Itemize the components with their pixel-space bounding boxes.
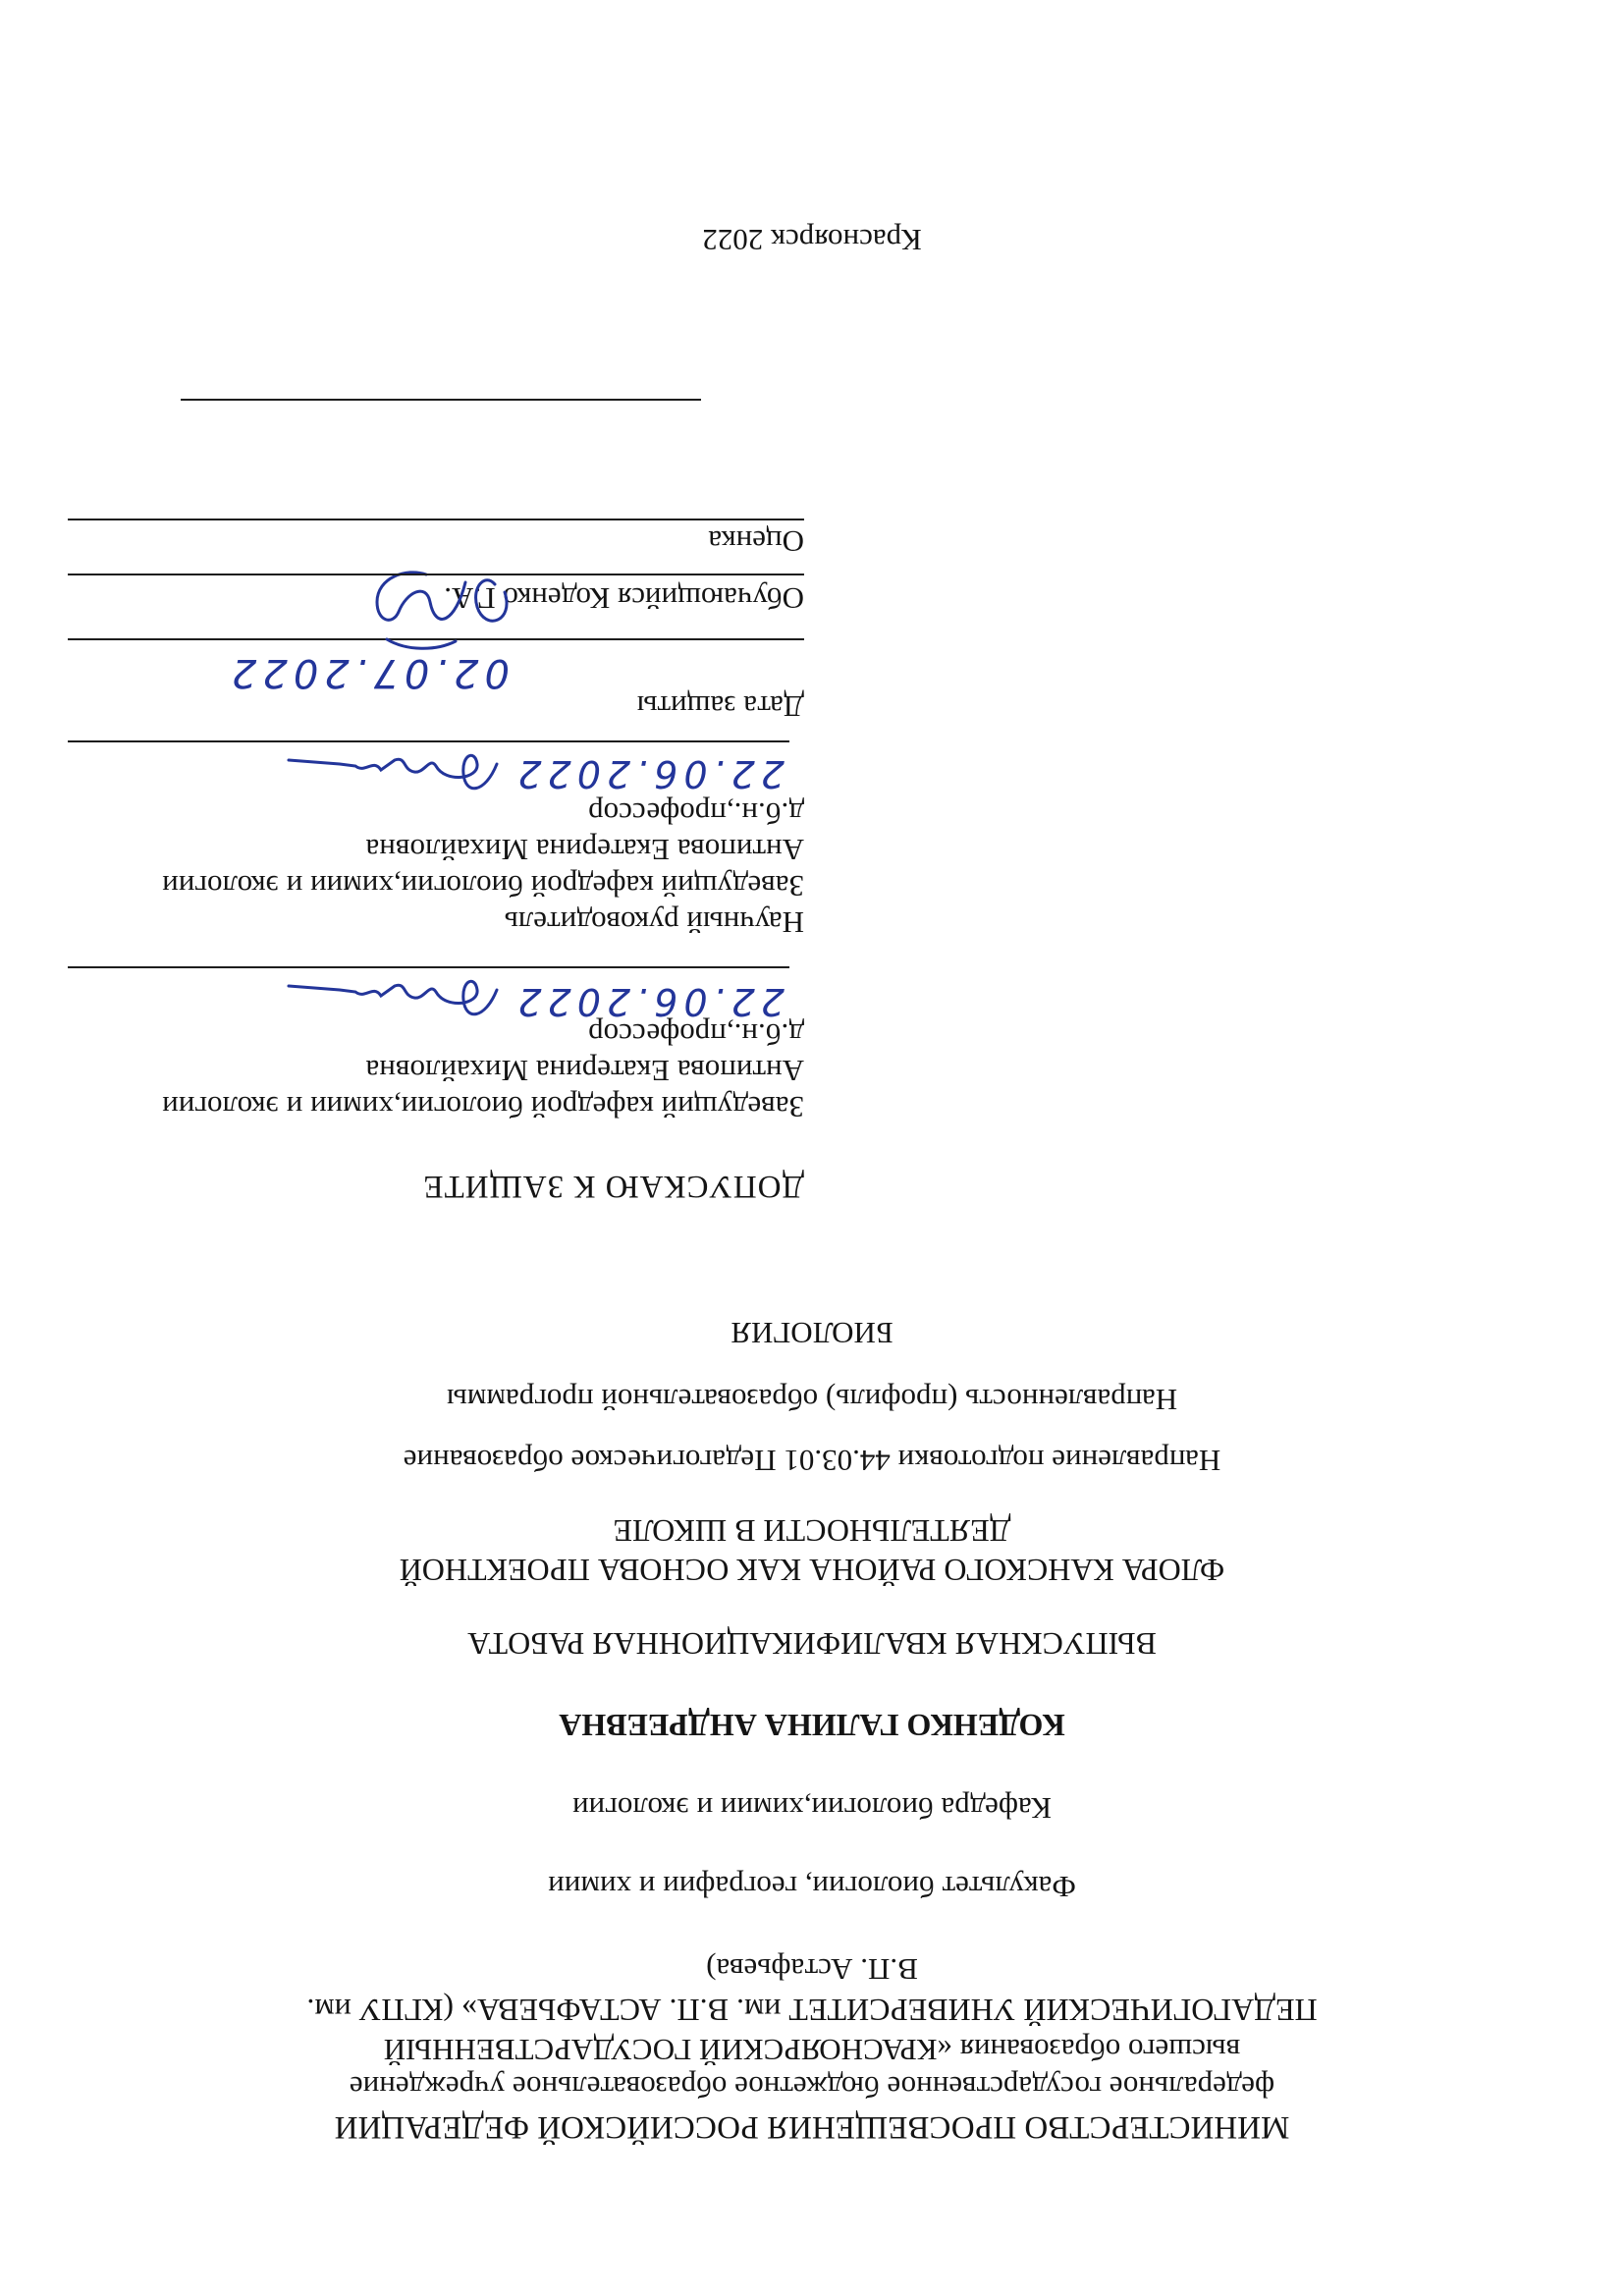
institution-type-line-1: федеральное государственное бюджетное образовательное учреждение (349, 2070, 1275, 2105)
institution-type-line-2: высшего образования «КРАСНОЯРСКИЙ ГОСУДАРСТВЕННЫЙ (383, 2033, 1241, 2067)
supervisor-name: Антипова Екатерина Михайловна (365, 833, 804, 867)
signature-mark (279, 960, 505, 1029)
approval-head-position: Заведущий кафедрой биологии,химии и экологии (162, 1090, 804, 1124)
institution-name-line-1: ПЕДАГОГИЧЕСКИЙ УНИВЕРСИТЕТ им. В.П. АСТАФЬЕВА» (КГПУ им. (306, 1993, 1318, 2028)
work-type: ВЫПУСКНАЯ КВАЛИФИКАЦИОННАЯ РАБОТА (467, 1626, 1157, 1662)
supervisor-date-handwritten: 22.06.2022 (512, 752, 785, 795)
supervisor-degree: д.б.н.,профессор (588, 796, 804, 831)
topic-line-1: ФЛОРА КАНСКОГО РАЙОНА КАК ОСНОВА ПРОЕКТНОЙ (399, 1553, 1225, 1588)
supervisor-signature-line (68, 740, 789, 742)
approval-head-name: Антипова Екатерина Михайловна (365, 1054, 804, 1088)
approval-date-handwritten: 22.06.2022 (512, 980, 785, 1023)
grade-line (68, 519, 804, 520)
defense-label: Дата защиты (636, 689, 804, 724)
grade-underline (181, 399, 701, 401)
signature-mark (279, 735, 505, 803)
student-label: Обучающийся Коденко Г.А. (444, 581, 804, 616)
approval-signature-line (68, 966, 789, 968)
department-line: Кафедра биологии,химии и экологии (571, 1791, 1053, 1826)
city-year: Красноярск 2022 (702, 223, 922, 257)
ministry-text: МИНИСТЕРСТВО ПРОСВЕЩЕНИЯ РОССИЙСКОЙ ФЕДЕРАЦИИ (334, 2109, 1290, 2145)
author-name: КОДЕНКО ГАЛИНА АНДРЕЕВНА (559, 1708, 1065, 1743)
institution-name-line-2: В.П. Астафьева) (706, 1952, 918, 1987)
ministry-line (0, 2108, 1624, 2147)
grade-label: Оценка (708, 524, 804, 559)
supervisor-label: Научный руководитель (504, 905, 804, 940)
student-signature-line (68, 574, 804, 575)
approval-head-degree: д.б.н.,профессор (588, 1017, 804, 1052)
profile-value: БИОЛОГИЯ (731, 1316, 893, 1350)
defense-date-handwritten: 02.07.2022 (225, 650, 510, 695)
supervisor-position: Заведущий кафедрой биологии,химии и экологии (162, 869, 804, 903)
faculty-line: Факультет биологии, географии и химии (548, 1870, 1076, 1904)
profile-label: Направленность (профиль) образовательной программы (446, 1383, 1178, 1417)
signature-mark (357, 553, 524, 661)
topic-line-2: ДЕЯТЕЛЬНОСТИ В ШКОЛЕ (613, 1513, 1011, 1549)
approval-heading: ДОПУСКАЮ К ЗАЩИТЕ (422, 1169, 804, 1204)
direction-line: Направление подготовки 44.03.01 Педагогическое образование (403, 1444, 1221, 1478)
